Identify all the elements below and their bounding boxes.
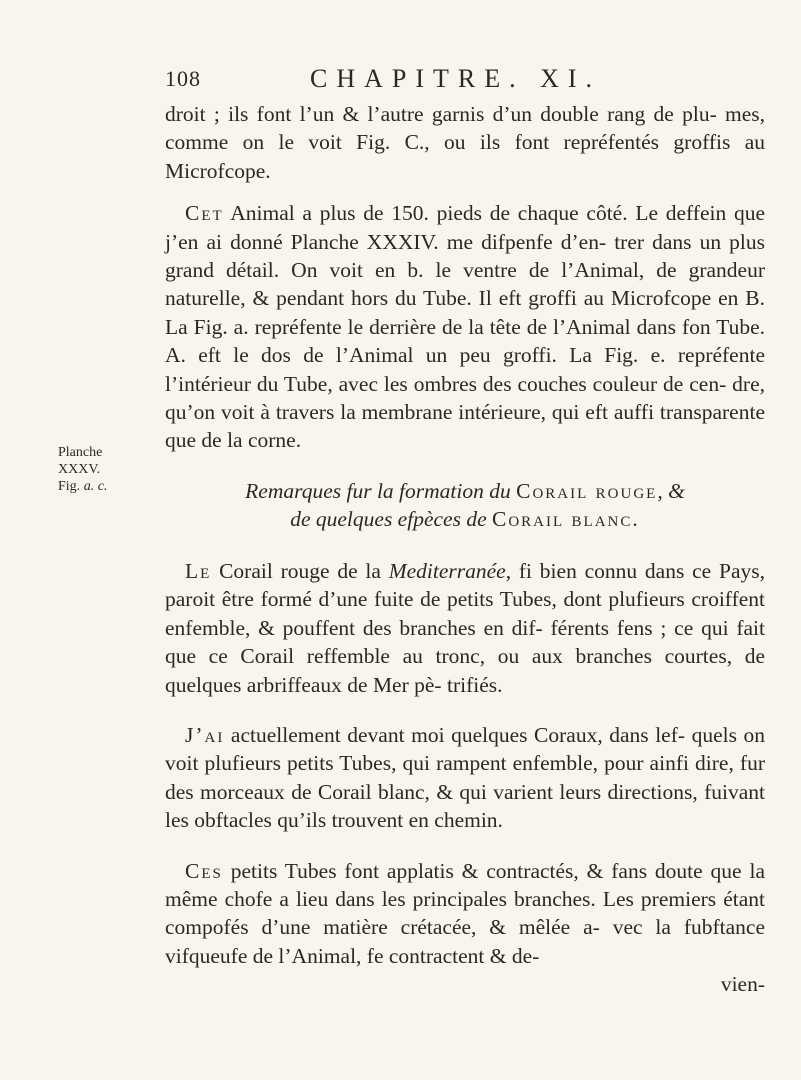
running-header <box>165 66 765 98</box>
paragraph-lead: J’ai <box>185 722 225 747</box>
body-text <box>165 100 765 999</box>
heading-part: Corail rouge <box>516 478 658 503</box>
paragraph <box>165 857 765 971</box>
page-number: 108 <box>165 66 201 91</box>
chapter-title: CHAPITRE. XI. <box>310 64 602 93</box>
margin-note-line: Planche <box>58 445 103 460</box>
paragraph <box>165 557 765 699</box>
paragraph <box>165 199 765 455</box>
heading-part: de quelques efpèces de <box>290 506 492 531</box>
catchword: vien- <box>720 972 765 997</box>
heading-part: Remarques fur la formation du <box>245 478 517 503</box>
paragraph <box>165 721 765 835</box>
heading-part: Corail blanc. <box>492 506 640 531</box>
margin-note-line <box>58 478 138 495</box>
paragraph: droit ; ils font l’un & l’autre garnis d’un double rang de plu- mes, comme on le voit Fig. C., ou ils font repréfentés groffis au Microfcope. <box>165 102 765 183</box>
paragraph-text: , fi bien connu dans ce Pays, paroit être formé d’une fuite de petits Tubes, dont plufieurs croiffent enfemble, & pouffent des branches en dif- férents fens ; ce qui fait que ce Corail reffemble au tronc, ou aux branches courtes, de quelques arbriffeaux de Mer pè- trifiés. <box>165 558 765 697</box>
paragraph-text: actuellement devant moi quelques Coraux, dans lef- quels on voit plufieurs petits Tubes, qui rampent enfemble, pour ainfi dire, fur des morceaux de Corail blanc, & qui varient leurs directions, fuivant les obftacles qu’ils trouvent en chemin. <box>165 722 765 833</box>
margin-note-line: XXXV. <box>58 462 101 477</box>
margin-note-fig-ref: a. c. <box>83 479 108 494</box>
margin-note-fig: Fig. <box>58 479 84 494</box>
paragraph-lead: Ces <box>185 858 223 883</box>
paragraph-lead: Le <box>185 558 212 583</box>
paragraph-text: petits Tubes font applatis & contractés, & fans doute que la même chofe a lieu dans les principales branches. Les premiers étant compofés d’une matière crétacée, & mêlée a- vec la fubftance vifqueufe de l’Animal, fe contractent & de- <box>165 858 765 968</box>
paragraph-text: Corail rouge de la <box>211 558 389 583</box>
paragraph-lead: Cet <box>185 201 224 226</box>
section-heading <box>165 477 765 533</box>
paragraph-italic: Mediterranée <box>388 558 506 583</box>
heading-part: , & <box>657 478 685 503</box>
margin-note <box>58 444 138 495</box>
paragraph-text: Animal a plus de 150. pieds de chaque côté. Le deffein que j’en ai donné Planche XXXIV. me difpenfe d’en- trer dans un plus grand détail. On voit en b. le ventre de l’Animal, de grandeur naturelle, & pendant hors du Tube. Il eft groffi au Microfcope en B. La Fig. a. repréfente le derrière de la tête de l’Animal dans fon Tube. A. eft le dos de l’Animal un peu groffi. La Fig. e. repréfente l’intérieur du Tube, avec les ombres des couches couleur de cen- dre, qu’on voit à travers la membrane intérieure, qui eft auffi transparente que de la corne. <box>165 201 765 453</box>
